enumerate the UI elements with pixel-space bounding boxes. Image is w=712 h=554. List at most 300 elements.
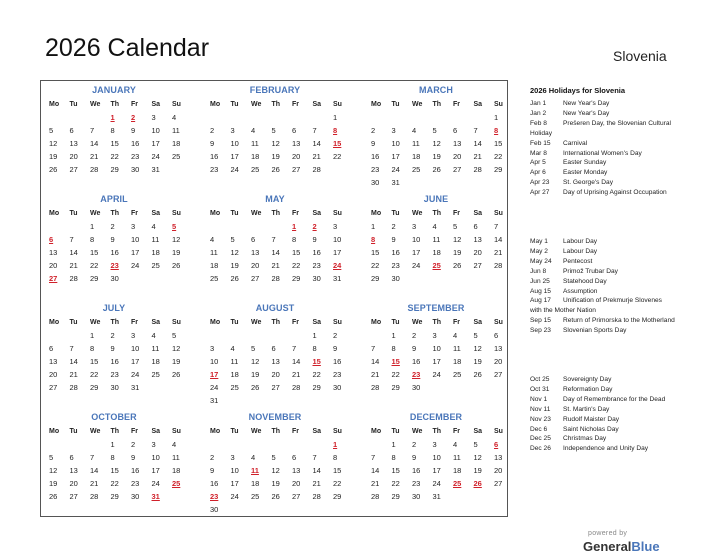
day-cell: 8: [292, 235, 297, 244]
day-cell: 18: [210, 261, 219, 270]
day-cell: 6: [271, 344, 276, 353]
month-june: [366, 193, 506, 285]
day-cell: 6: [292, 453, 297, 462]
holiday-date: 2: [131, 113, 136, 122]
day-cell: 9: [110, 235, 115, 244]
day-cell: 21: [69, 261, 78, 270]
holiday-date: 25: [172, 479, 181, 488]
day-cell: 26: [432, 165, 441, 174]
day-cell: 21: [494, 248, 503, 257]
day-cell: 20: [69, 152, 78, 161]
weekday-header: We: [412, 319, 423, 326]
month-name: MARCH: [419, 85, 453, 95]
holiday-date: 15: [333, 139, 342, 148]
holiday-item: [530, 405, 675, 415]
weekday-header: Mo: [49, 319, 60, 326]
weekday-header: We: [251, 319, 262, 326]
holiday-item: [530, 316, 675, 326]
holiday-item: [530, 178, 675, 188]
day-cell: 5: [49, 126, 54, 135]
day-cell: 19: [473, 357, 482, 366]
day-cell: 12: [453, 235, 462, 244]
weekday-header: Th: [271, 319, 281, 326]
day-cell: 12: [49, 466, 58, 475]
day-cell: 27: [494, 370, 503, 379]
empty-cell: [290, 111, 311, 124]
day-cell: 25: [412, 165, 421, 174]
day-cell: 25: [172, 152, 181, 161]
weekday-header: Th: [432, 428, 442, 435]
day-cell: 19: [473, 466, 482, 475]
holiday-name: St. George's Day: [563, 179, 614, 187]
holiday-name: Assumption: [563, 287, 598, 295]
holiday-date: 6: [49, 235, 54, 244]
day-cell: 27: [251, 274, 260, 283]
empty-cell: [290, 438, 311, 451]
day-cell: 27: [473, 261, 482, 270]
holiday-item: [530, 375, 675, 385]
day-cell: 5: [271, 126, 276, 135]
holiday-name: Unification of Prekmurje Slovenes with the Mother Nation: [530, 297, 662, 315]
day-cell: 24: [210, 383, 219, 392]
day-cell: 7: [271, 235, 276, 244]
day-cell: 9: [210, 466, 215, 475]
weekday-header: Th: [271, 210, 281, 217]
holiday-date: 8: [371, 235, 376, 244]
weekday-header: Mo: [210, 428, 221, 435]
day-cell: 29: [312, 383, 321, 392]
day-cell: 19: [49, 479, 58, 488]
day-cell: 25: [453, 370, 462, 379]
weekday-header: Fr: [453, 319, 460, 326]
holiday-date: 31: [151, 492, 160, 501]
empty-cell: [369, 329, 390, 342]
day-cell: 29: [391, 383, 400, 392]
day-cell: 4: [210, 235, 215, 244]
weekday-header: Tu: [230, 319, 239, 326]
weekday-header: Tu: [230, 101, 239, 108]
day-cell: 11: [172, 453, 180, 462]
weekday-header: We: [90, 319, 101, 326]
day-cell: 14: [271, 248, 280, 257]
day-cell: 19: [230, 261, 239, 270]
empty-cell: [208, 329, 229, 342]
weekday-header: Su: [172, 101, 181, 108]
empty-cell: [88, 111, 109, 124]
brand-general: General: [583, 539, 632, 554]
day-cell: 18: [251, 152, 260, 161]
holiday-date-label: Dec 25: [530, 435, 551, 443]
weekday-header: Su: [494, 210, 503, 217]
day-cell: 13: [49, 248, 58, 257]
holiday-date-label: Nov 1: [530, 395, 548, 403]
day-cell: 15: [110, 139, 119, 148]
day-cell: 19: [251, 370, 260, 379]
day-cell: 9: [412, 453, 417, 462]
weekday-header: Th: [110, 101, 120, 108]
day-cell: 23: [412, 479, 421, 488]
day-cell: 12: [432, 139, 441, 148]
day-cell: 16: [333, 357, 342, 366]
weekday-header: Sa: [473, 319, 483, 326]
weekday-header: Su: [494, 428, 503, 435]
weekday-header: Sa: [151, 210, 161, 217]
day-cell: 7: [90, 453, 95, 462]
day-cell: 30: [333, 383, 342, 392]
holidays-title: 2026 Holidays for Slovenia: [530, 86, 626, 95]
day-cell: 7: [292, 344, 297, 353]
holiday-name: Primož Trubar Day: [563, 267, 618, 275]
empty-cell: [270, 438, 291, 451]
empty-cell: [472, 111, 493, 124]
day-cell: 19: [271, 479, 280, 488]
day-cell: 18: [453, 466, 462, 475]
day-cell: 13: [251, 248, 260, 257]
weekday-header: Su: [172, 428, 181, 435]
day-cell: 7: [371, 344, 376, 353]
day-cell: 4: [412, 126, 417, 135]
holiday-date-label: Feb 15: [530, 139, 551, 147]
day-cell: 31: [432, 492, 441, 501]
day-cell: 22: [494, 152, 503, 161]
day-cell: 9: [391, 235, 396, 244]
day-cell: 8: [391, 344, 396, 353]
day-cell: 15: [90, 357, 99, 366]
weekday-header: Su: [494, 101, 503, 108]
weekday-header: Mo: [49, 210, 60, 217]
day-cell: 14: [90, 139, 99, 148]
day-cell: 27: [271, 383, 280, 392]
day-cell: 6: [473, 222, 478, 231]
weekday-header: We: [251, 101, 262, 108]
holiday-name: Carnival: [563, 139, 588, 147]
holiday-date: 2: [312, 222, 317, 231]
day-cell: 25: [151, 370, 160, 379]
holiday-date: 1: [292, 222, 297, 231]
day-cell: 14: [312, 139, 321, 148]
day-cell: 19: [432, 152, 441, 161]
weekday-header: Tu: [69, 319, 78, 326]
month-name: SEPTEMBER: [407, 303, 465, 313]
holiday-date: 23: [412, 370, 421, 379]
weekday-header: Th: [110, 319, 120, 326]
day-cell: 11: [251, 139, 259, 148]
holiday-date: 8: [333, 126, 338, 135]
empty-cell: [88, 438, 109, 451]
weekday-header: Sa: [151, 428, 161, 435]
day-cell: 28: [371, 383, 380, 392]
day-cell: 19: [453, 248, 462, 257]
day-cell: 7: [312, 453, 317, 462]
day-cell: 8: [391, 453, 396, 462]
day-cell: 3: [432, 440, 437, 449]
day-cell: 7: [69, 235, 74, 244]
day-cell: 26: [271, 492, 280, 501]
day-cell: 27: [292, 492, 301, 501]
holiday-date: 24: [333, 261, 342, 270]
day-cell: 17: [151, 139, 160, 148]
day-cell: 1: [391, 440, 396, 449]
day-cell: 25: [151, 261, 160, 270]
day-cell: 9: [210, 139, 215, 148]
day-cell: 16: [131, 139, 140, 148]
month-name: JUNE: [423, 194, 449, 204]
day-cell: 17: [432, 357, 441, 366]
weekday-header: Su: [172, 319, 181, 326]
day-cell: 12: [473, 344, 482, 353]
empty-cell: [229, 329, 250, 342]
day-cell: 20: [49, 261, 58, 270]
weekday-header: Tu: [391, 210, 400, 217]
day-cell: 6: [453, 126, 458, 135]
weekday-header: Th: [271, 428, 281, 435]
weekday-header: Tu: [230, 428, 239, 435]
day-cell: 20: [453, 152, 462, 161]
day-cell: 28: [473, 165, 482, 174]
day-cell: 18: [432, 248, 441, 257]
holiday-date-label: Apr 6: [530, 169, 546, 177]
holiday-date-label: Oct 31: [530, 385, 550, 393]
day-cell: 6: [69, 126, 74, 135]
day-cell: 30: [412, 383, 421, 392]
day-cell: 4: [151, 222, 156, 231]
holiday-date-label: May 1: [530, 238, 548, 245]
holiday-date: 11: [251, 466, 259, 475]
day-cell: 13: [453, 139, 462, 148]
day-cell: 1: [110, 440, 115, 449]
day-cell: 2: [371, 126, 376, 135]
day-cell: 27: [292, 165, 301, 174]
day-cell: 2: [391, 222, 396, 231]
day-cell: 16: [371, 152, 380, 161]
weekday-header: Sa: [312, 101, 322, 108]
month-april: [44, 193, 184, 285]
day-cell: 26: [49, 165, 58, 174]
weekday-header: Sa: [312, 319, 322, 326]
day-cell: 3: [230, 453, 235, 462]
month-july: [44, 302, 184, 394]
day-cell: 29: [90, 383, 99, 392]
holiday-item: [530, 267, 675, 277]
day-cell: 24: [412, 261, 421, 270]
day-cell: 16: [391, 248, 400, 257]
holiday-name: Prešeren Day, the Slovenian Cultural Holiday: [530, 119, 671, 137]
day-cell: 3: [412, 222, 417, 231]
empty-cell: [431, 111, 452, 124]
day-cell: 20: [473, 248, 482, 257]
empty-cell: [68, 220, 89, 233]
weekday-header: Fr: [292, 210, 299, 217]
weekday-header: Mo: [210, 101, 221, 108]
weekday-header: Sa: [312, 210, 322, 217]
weekday-header: Th: [432, 319, 442, 326]
holiday-date-label: Aug 15: [530, 287, 551, 295]
holiday-date: 27: [49, 274, 58, 283]
weekday-header: Sa: [473, 210, 483, 217]
day-cell: 17: [151, 466, 160, 475]
holiday-name: Slovenian Sports Day: [563, 327, 627, 335]
empty-cell: [249, 329, 270, 342]
day-cell: 20: [494, 466, 503, 475]
holiday-name: Independence and Unity Day: [563, 445, 649, 453]
day-cell: 19: [172, 357, 181, 366]
holiday-name: Christmas Day: [563, 435, 607, 443]
day-cell: 26: [230, 274, 239, 283]
day-cell: 24: [151, 479, 160, 488]
day-cell: 25: [251, 165, 260, 174]
holiday-name: Pentecost: [563, 257, 593, 265]
day-cell: 10: [333, 235, 342, 244]
day-cell: 30: [131, 165, 140, 174]
day-cell: 2: [110, 331, 115, 340]
day-cell: 28: [312, 165, 321, 174]
day-cell: 21: [292, 370, 301, 379]
weekday-header: Mo: [371, 319, 382, 326]
month-september: [366, 302, 506, 394]
day-cell: 5: [230, 235, 235, 244]
holiday-name: Return of Primorska to the Motherland: [563, 317, 675, 325]
day-cell: 10: [151, 126, 160, 135]
weekday-header: Tu: [391, 101, 400, 108]
holiday-date: 25: [453, 479, 462, 488]
day-cell: 20: [494, 357, 503, 366]
day-cell: 20: [292, 152, 301, 161]
holiday-date: 1: [110, 113, 115, 122]
day-cell: 4: [172, 440, 177, 449]
day-cell: 15: [90, 248, 99, 257]
day-cell: 5: [473, 440, 478, 449]
holiday-group-2: [530, 237, 675, 336]
holiday-name: Sovereignty Day: [563, 376, 612, 383]
weekday-header: Tu: [69, 428, 78, 435]
day-cell: 24: [230, 492, 239, 501]
day-cell: 6: [292, 126, 297, 135]
day-cell: 26: [172, 261, 181, 270]
weekday-header: Su: [333, 428, 342, 435]
weekday-header: Su: [333, 101, 342, 108]
day-cell: 20: [49, 370, 58, 379]
day-cell: 10: [151, 453, 160, 462]
day-cell: 26: [271, 165, 280, 174]
day-cell: 26: [49, 492, 58, 501]
holiday-item: [530, 247, 675, 257]
weekday-header: Fr: [292, 101, 299, 108]
day-cell: 31: [391, 178, 400, 187]
day-cell: 14: [494, 235, 503, 244]
day-cell: 15: [391, 466, 400, 475]
day-cell: 30: [412, 492, 421, 501]
day-cell: 1: [312, 331, 317, 340]
day-cell: 12: [271, 139, 280, 148]
holiday-date-label: Aug 17: [530, 297, 551, 305]
day-cell: 13: [49, 357, 58, 366]
holiday-item: [530, 168, 675, 178]
weekday-header: Mo: [49, 101, 60, 108]
day-cell: 22: [333, 152, 342, 161]
day-cell: 7: [69, 344, 74, 353]
day-cell: 28: [69, 274, 78, 283]
day-cell: 17: [131, 357, 140, 366]
day-cell: 21: [271, 261, 280, 270]
month-name: APRIL: [100, 194, 128, 204]
day-cell: 10: [230, 466, 239, 475]
empty-cell: [47, 220, 68, 233]
day-cell: 28: [271, 274, 280, 283]
day-cell: 4: [453, 440, 458, 449]
holiday-date: 25: [432, 261, 441, 270]
day-cell: 22: [391, 370, 400, 379]
empty-cell: [270, 329, 291, 342]
day-cell: 30: [110, 383, 119, 392]
holiday-date-label: Sep 23: [530, 327, 551, 335]
weekday-header: Fr: [453, 101, 460, 108]
day-cell: 14: [371, 357, 380, 366]
day-cell: 5: [172, 331, 177, 340]
day-cell: 18: [230, 370, 239, 379]
day-cell: 4: [151, 331, 156, 340]
holiday-date-label: Jun 25: [530, 277, 550, 285]
day-cell: 3: [131, 222, 136, 231]
day-cell: 19: [172, 248, 181, 257]
holiday-item: [530, 188, 675, 198]
holiday-name: Day of Uprising Against Occupation: [563, 189, 667, 197]
day-cell: 30: [312, 274, 321, 283]
day-cell: 14: [473, 139, 482, 148]
footer-brand-logo[interactable]: [583, 539, 660, 554]
day-cell: 15: [110, 466, 119, 475]
weekday-header: Tu: [69, 101, 78, 108]
day-cell: 12: [230, 248, 239, 257]
month-october: [44, 411, 184, 503]
calendar-frame: [40, 80, 508, 517]
day-cell: 7: [90, 126, 95, 135]
month-name: DECEMBER: [409, 412, 463, 422]
weekday-header: We: [412, 428, 423, 435]
day-cell: 8: [333, 453, 338, 462]
weekday-header: Sa: [151, 319, 161, 326]
day-cell: 22: [292, 261, 301, 270]
day-cell: 29: [292, 274, 301, 283]
day-cell: 10: [432, 344, 441, 353]
empty-cell: [410, 111, 431, 124]
empty-cell: [249, 111, 270, 124]
holiday-date-label: May 24: [530, 257, 552, 265]
day-cell: 22: [90, 370, 99, 379]
day-cell: 27: [494, 479, 503, 488]
holiday-date-label: Apr 27: [530, 189, 550, 197]
weekday-header: We: [251, 210, 262, 217]
day-cell: 17: [391, 152, 400, 161]
page-title: 2026 Calendar: [45, 34, 210, 62]
holiday-date-label: Dec 26: [530, 445, 551, 453]
empty-cell: [208, 220, 229, 233]
day-cell: 1: [391, 331, 396, 340]
day-cell: 13: [494, 344, 503, 353]
day-cell: 18: [172, 466, 181, 475]
empty-cell: [208, 111, 229, 124]
day-cell: 16: [412, 357, 421, 366]
day-cell: 1: [371, 222, 376, 231]
day-cell: 9: [312, 235, 317, 244]
day-cell: 5: [49, 453, 54, 462]
day-cell: 9: [412, 344, 417, 353]
day-cell: 14: [292, 357, 301, 366]
day-cell: 3: [230, 126, 235, 135]
day-cell: 11: [151, 344, 160, 353]
day-cell: 30: [391, 274, 400, 283]
day-cell: 20: [292, 479, 301, 488]
holiday-group-3: [530, 375, 675, 454]
